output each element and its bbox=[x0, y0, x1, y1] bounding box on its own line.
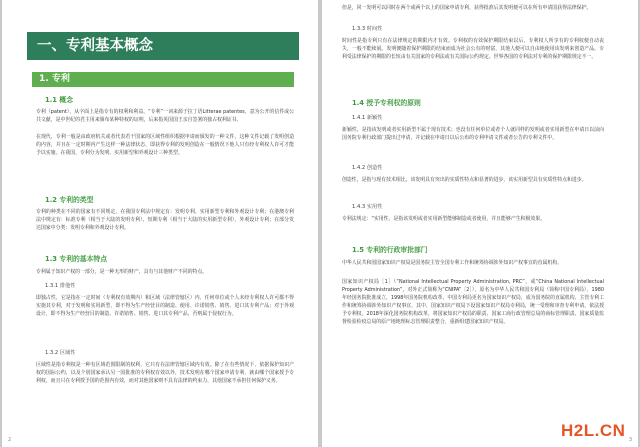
chapter-title: 一、专利基本概念 bbox=[37, 38, 153, 54]
site-watermark: H2L.CN bbox=[561, 421, 626, 440]
paragraph-1-4-3: 专利法规定：“实用性，是指该发明或者实用新型能够制造或者使用，并且能够产生积极效果。 bbox=[342, 216, 546, 222]
paragraph-1-3-1: 即独占性，它是指在一定时间（专利权有效期内）和区域（法律管辖区）内，任何单位或个人未经专利权人许可都不得实施其专利，对于发明和实用新型，即不得为生产经营目的制造、使用、许诺销售、销售、进口其专利产品；对于外观设计，即不得为生产经营目的制造、许诺销售、销售、进口其专利产品，否则属于侵权行为。 bbox=[36, 295, 294, 318]
paragraph-1-5-a: 中华人民共和国国家知识产权局是国务院主管全国专利工作和统筹协调涉外知识产权事宜的直属机构。 bbox=[342, 260, 563, 266]
left-page bbox=[2, 0, 318, 447]
paragraph-1-3: 专利属于知识产权的一部分，是一种无形的财产，具有与其他财产不同的特点。 bbox=[36, 269, 208, 275]
page-number-right: 3 bbox=[628, 436, 632, 443]
paragraph-1-4-2: 创造性，是指与现有技术相比，该发明具有突出的实质性特点和显著的进步，该实用新型具有实质性特点和进步。 bbox=[342, 177, 587, 183]
heading-1-4-2: 1.4.2 创造性 bbox=[352, 165, 383, 171]
heading-1-3: 1.3 专利的基本特点 bbox=[45, 255, 107, 263]
heading-1-5: 1.5 专利的行政审批部门 bbox=[352, 246, 428, 254]
heading-1-3-1: 1.3.1 排他性 bbox=[45, 283, 76, 289]
heading-1-4-3: 1.4.3 实用性 bbox=[352, 204, 383, 210]
heading-1-2: 1.2 专利的类型 bbox=[45, 196, 94, 204]
section-title: 1. 专利 bbox=[39, 74, 70, 84]
section-bar bbox=[32, 72, 294, 87]
paragraph-top: 但是，同一发明可以同时在两个或两个以上的国家申请专利，获得批准后其发明便可以在所有申请国获得法律保护。 bbox=[342, 5, 592, 11]
paragraph-1-1-a: 专利（patent），从字面上是指专有的权利和利益。“专利”一词来源于拉丁语Litterae patentes，意为公开的信件或公共文献，是中世纪的君主用来颁布某种特权的证明，后来指英国国王亲自签署的独占权利证书。 bbox=[36, 109, 294, 124]
paragraph-1-3-2: 区域性是指专利权是一种有区域范围限制的权利，它只有在法律管辖区域内有效。除了在有些情况下，依据保护知识产权的国际公约，以及个别国家承认另一国批准的专利权有效以外，技术发明在哪个国家申请专利，就由哪个国家授予专利权，而且只在专利授予国的范围内有效，而对其他国家则不具有法律的约束力，其他国家不承担任何保护义务。 bbox=[36, 362, 294, 385]
heading-1-1: 1.1 概念 bbox=[45, 96, 74, 104]
paragraph-1-1-b: 在现代，专利一般是由政府机关或者代表若干国家的区域性组织根据申请而颁发的一种文件，这种文件记载了发明创造的内容，并且在一定时期内产生这样一种法律状态，即获得专利的发明创造在一般情况下他人只有经专利权人许可才能予以实施。在我国，专利分为发明、实用新型和外观设计三种类型。 bbox=[36, 134, 294, 157]
chapter-banner bbox=[27, 32, 299, 60]
heading-1-3-3: 1.3.3 时间性 bbox=[352, 26, 383, 32]
paragraph-1-4-1: 新颖性，是指该发明或者实用新型不属于现有技术；也没有任何单位或者个人就同样的发明或者实用新型在申请日以前向国务院专利行政部门提出过申请，并记载在申请日以后公布的专利申请文件或者公告的专利文件中。 bbox=[342, 127, 604, 142]
paragraph-1-2: 专利的种类在不同的国家有不同规定，在我国专利法中规定有：发明专利、实用新型专利和外观设计专利；在港澳专利法中规定有：标准专利（相当于大陆的发明专利），短期专利（相当于大陆的实用新型专利），外观设计专利；在部分发达国家中分类：发明专利和外观设计专利。 bbox=[36, 209, 294, 232]
heading-1-4-1: 1.4.1 新颖性 bbox=[352, 115, 383, 121]
paragraph-1-5-b: 国家知识产权局［1］（“National Intellectual Property Administration, PRC”，或“China National Intellectual Property Administration”，对外正式简称为“CNIPA”［2］），原名为中华人民共和国专利局（简称中国专利局），1980年经国务院批准成立，1998年国务院机构改革，中国专利局更名为国家知识产权局，成为国务院的直属机构，主管专利工作和统筹协调涉外知识产权事宜，其中，国家知识产权局下设国家知识产权局专利局，统一受理和审查专利申请，依法授予专利权。2018年深化国务院机构改革，将国家知识产权局的职责、国家工商行政管理总局的商标管理职责、国家质量监督检验检疫总局的原产地地理标志管理职责整合，重新组建国家知识产权局。 bbox=[342, 279, 604, 326]
page-number-left: 2 bbox=[8, 436, 12, 443]
right-page bbox=[322, 0, 638, 447]
paragraph-1-3-3: 时间性是指专利只有在法律规定的期限内才有效。专利权的有效保护期限结束以后，专利权人所享有的专利权便自动丧失，一般不能续展。发明便随着保护期限的结束而成为社会公有的财富，其他人便可以自由地使用该发明来创造产品。专利受法律保护的期限的长短由有关国家的专利法或有关国际公约规定。世界各国的专利法对专利的保护期限规定不一。 bbox=[342, 38, 604, 61]
heading-1-3-2: 1.3.2 区域性 bbox=[45, 350, 76, 356]
heading-1-4: 1.4 授予专利权的原则 bbox=[352, 99, 421, 107]
